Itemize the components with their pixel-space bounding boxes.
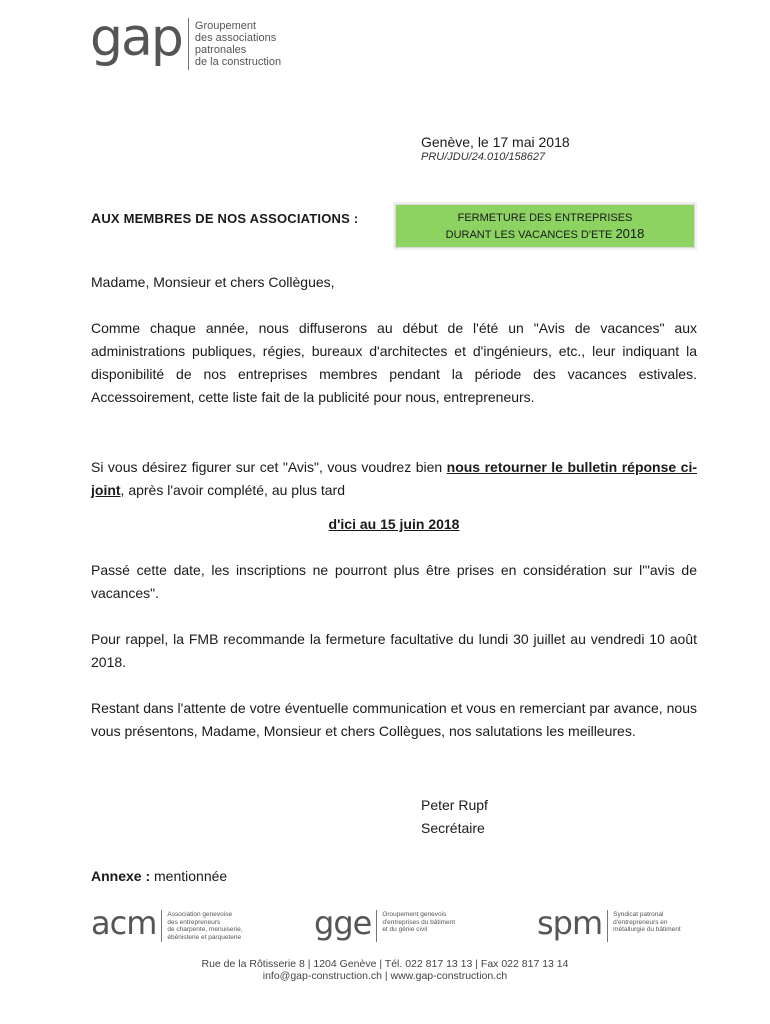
spm-line: Syndicat patronal bbox=[613, 911, 664, 918]
deadline-text: d'ici au 15 juin 2018 bbox=[328, 516, 460, 532]
footer-address: Rue de la Rôtisserie 8 | 1204 Genève | Tél. 022 817 13 13 | Fax 022 817 13 14 bbox=[201, 958, 569, 970]
salutation-text: Madame, Monsieur et chers Collègues, bbox=[91, 274, 335, 290]
spm-divider bbox=[607, 910, 608, 942]
spm-logo bbox=[537, 904, 681, 942]
deadline bbox=[91, 513, 697, 536]
acm-line: Association genevoise bbox=[167, 911, 233, 918]
acm-text bbox=[167, 908, 242, 941]
signature bbox=[421, 794, 488, 840]
gge-line: Groupement genevois bbox=[382, 911, 447, 918]
logo-divider bbox=[188, 18, 189, 70]
notice-line-1: FERMETURE DES ENTREPRISES bbox=[457, 212, 633, 224]
gap-logo bbox=[90, 8, 282, 70]
annexe bbox=[91, 868, 227, 884]
logo-line: patronales bbox=[194, 44, 247, 56]
paragraph-1 bbox=[91, 317, 697, 409]
signature-title: Secrétaire bbox=[421, 820, 485, 836]
reference: PRU/JDU/24.010/158627 bbox=[421, 151, 546, 163]
notice-line-2-text: DURANT LES VACANCES D'ETE bbox=[445, 229, 613, 241]
paragraph-2-after: , après l'avoir complété, au plus tard bbox=[120, 482, 345, 498]
logo-line: Groupement bbox=[194, 20, 257, 32]
spm-text bbox=[613, 908, 681, 934]
signature-name: Peter Rupf bbox=[421, 797, 488, 813]
gge-line: et du génie civil bbox=[382, 926, 428, 933]
paragraph-3 bbox=[91, 559, 697, 605]
notice-line-2 bbox=[396, 226, 694, 243]
gge-divider bbox=[376, 910, 377, 942]
date-line: Genève, le 17 mai 2018 bbox=[421, 134, 570, 150]
annexe-label: Annexe : bbox=[91, 868, 151, 884]
paragraph-1-text: Comme chaque année, nous diffuserons au début de l'été un "Avis de vacances" aux administrations publiques, régies, bureaux d'architectes et d'ingénieurs, etc., leur indiquant la disponibilité de nos entreprises membres pendant la période des vacances estivales. Accessoirement, cette liste fait de la publicité pour nous, entrepreneurs. bbox=[91, 320, 697, 405]
notice-year: 2018 bbox=[615, 226, 645, 241]
paragraph-2-text bbox=[91, 456, 697, 502]
salutation bbox=[91, 271, 697, 294]
acm-divider bbox=[161, 910, 162, 942]
recipient-rest: UX MEMBRES DE NOS ASSOCIATIONS : bbox=[101, 211, 359, 226]
logo-text bbox=[195, 16, 281, 68]
recipient-initial: A bbox=[91, 210, 102, 226]
annexe-value: mentionnée bbox=[150, 868, 228, 884]
paragraph-2-before: Si vous désirez figurer sur cet "Avis", vous voudrez bien bbox=[91, 459, 447, 475]
recipient bbox=[91, 210, 358, 226]
paragraph-5 bbox=[91, 697, 697, 743]
paragraph-2-underlined: nous retourner le bulletin réponse ci-joint bbox=[91, 459, 697, 498]
gge-logo bbox=[314, 904, 456, 942]
paragraph-5-text: Restant dans l'attente de votre éventuelle communication et vous en remerciant par avance, nous vous présentons, Madame, Monsieur et chers Collègues, nos salutations les meilleures. bbox=[91, 700, 697, 739]
paragraph-4-text: Pour rappel, la FMB recommande la fermeture facultative du lundi 30 juillet au vendredi 10 août 2018. bbox=[91, 631, 697, 670]
acm-line: de charpente, menuiserie, bbox=[167, 926, 243, 933]
paragraph-4 bbox=[91, 628, 697, 674]
spm-line: métallurgie du bâtiment bbox=[613, 926, 681, 933]
logo-mark: gap bbox=[90, 8, 182, 68]
logo-line: de la construction bbox=[194, 56, 282, 68]
acm-logo bbox=[91, 904, 243, 942]
acm-mark: acm bbox=[91, 904, 157, 942]
paragraph-3-text: Passé cette date, les inscriptions ne pourront plus être prises en considération sur l'"avis de vacances". bbox=[91, 562, 697, 601]
logo-line: des associations bbox=[194, 32, 277, 44]
paragraph-2 bbox=[91, 456, 697, 502]
gge-line: d'entreprises du bâtiment bbox=[382, 918, 456, 926]
notice-box bbox=[395, 204, 695, 248]
acm-line: ébénisterie et parqueterie bbox=[167, 933, 242, 941]
spm-mark: spm bbox=[537, 904, 603, 942]
spm-line: d'entrepreneurs en bbox=[613, 918, 668, 926]
gge-mark: gge bbox=[314, 904, 372, 942]
footer-contact: info@gap-construction.ch | www.gap-construction.ch bbox=[262, 970, 508, 982]
acm-line: des entrepreneurs bbox=[167, 918, 221, 926]
gge-text bbox=[382, 908, 455, 934]
